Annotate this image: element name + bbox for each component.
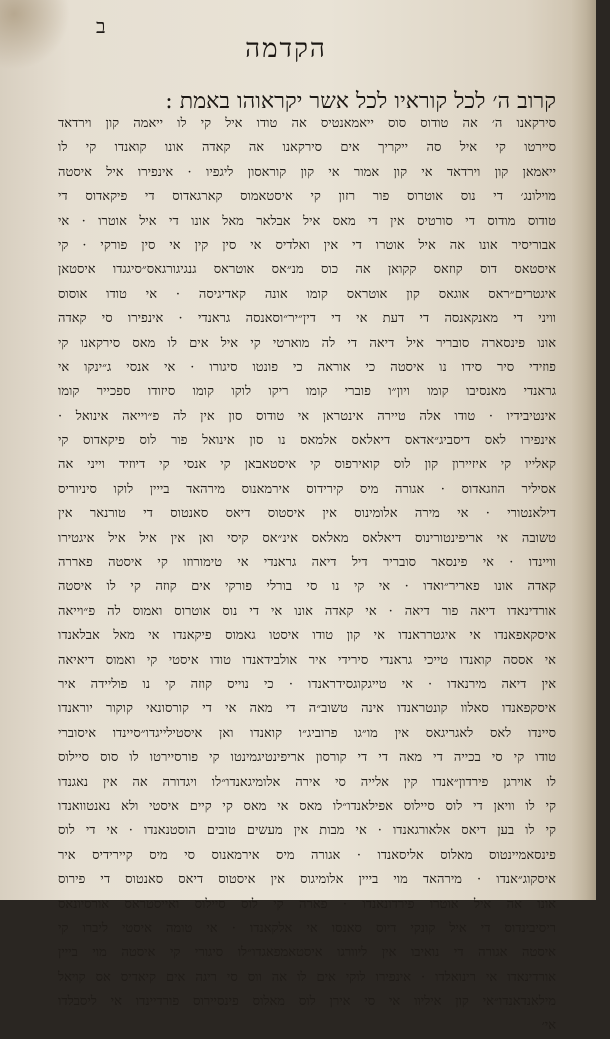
text-line: אינטיבידיו · טודו אלה טיירה אינטראן אי טודוס סון אין לה פ״וייאה אינואל ·: [58, 408, 556, 424]
text-line: איסטה אגורה די נואיבו אין ליוורגו איסטאמפאגדו״לו סיגורי קי איסטה מוי בייין: [58, 945, 556, 961]
text-line: סיינדו לאס לאגריגאס אין מו״גו פרוביג״ו קואנדו ואן איסטילייגדו״סיינדו איסוברי: [58, 725, 556, 741]
text-line: וויינדו · אי פינסאר סובריר דיל דיאה גראנדי אי טימורוזו קי איסטה פאררה: [58, 555, 556, 571]
text-line: פוזידי סיר סידו נו איסטה כי אוראה כי פונטו סיגורו · אי אנסי ג״ינקו אי: [58, 359, 556, 375]
text-line: אורדינאדו דיאה פור דיאה · אי קאדה אונו אי די נוס אוטרוס ואמוס לה פ״וייאה: [58, 603, 556, 619]
text-line: אונו פינסארה סובריר איל דיאה די לה מוארטי קי איל אים לו מאס סירקאנו קי: [58, 335, 556, 351]
page-edge: [572, 0, 596, 900]
page-subtitle: קרוב ה׳ לכל קוראיו לכל אשר יקראוהו באמת :: [165, 89, 556, 114]
text-line: אינפירו לאס דיסביג״אדאס דיאלאס אלמאס נו סון אינואל פור לוס פיקאדוס קי: [58, 433, 556, 449]
page-number: ב: [96, 14, 106, 38]
text-line: איגטרים״ראס אוגאס קון אוטראס קומו אונה קאדיגיסה · אי טודו אוסוס: [58, 286, 556, 302]
text-line: אי אססה קואנדו טייכי גראנדי סירידי איר אולבידאנדו טודו איסטי קי ואמוס דיאיאה: [58, 652, 556, 668]
body-text: [58, 112, 556, 1039]
text-line: אי׳: [541, 1018, 556, 1034]
text-line: קי לו בען דיאס אלאורגאנדו · אי מבות אין מעשים טובים הוסטנאנדו · אי די לוס: [58, 823, 556, 839]
text-line: סיירטו קי איל סה ייקריך אים סירקאנו אה קאדה אונו קואנדו קי לו: [58, 140, 556, 156]
text-line: איסקאפאנדו אי איגטרראנדו אי קון טודו איסטו גאמוס פיקאנדו אי מאל אבלאנדו: [58, 628, 556, 644]
text-line: דילאנטורי · אי מירה אלומינוס אין איסטוס דיאס סאנטוס די טורנאר אין: [58, 506, 556, 522]
text-line: אבוריסיר אונו אה איל אוטרו די אין ואלדיס אי סין קין אי סין פורקי · קי: [58, 237, 556, 253]
text-line: וויני די מאנקאנסה די דעת אי די דין״יר״וסאנסה גראנדי · אינפירו סי קאדה: [58, 311, 556, 327]
text-line: אסיליר הוזגאדוס · אגורה מיס קירידוס אירמאנוס מירהאד בייין לוקו סיניוריס: [58, 481, 556, 497]
text-line: איסטאס דוס קוזאס קקואן אה כוס מנ״אס אוטראס גנגיגורגאס״סיגגדו איסטאן: [58, 262, 556, 278]
text-line: איסקוג״אנדו · מירהאד מוי בייין אלומיגוס אין איסטוס דיאס סאנטוס די פירוס: [58, 872, 556, 888]
text-line: אין דיאה מירנאדו · אי טייגקוגסידראנדו · כי נוייס קוזה קי נו פוליידה איר: [58, 676, 556, 692]
text-line: ייאמאן קון וירדאד אי קון אמור אי קון קוראסון ליגפיו · אינפירו איל איסטה: [58, 164, 556, 180]
text-line: אונו אה איל אוטרו פירדונאנדו · פארה קי לוס סיילוס ואייסטראס אורסיונאס: [58, 896, 556, 912]
text-line: סירקאנו ה׳ אה טודוס סוס ייאמאנטיס אה טודו איל קי לו ייאמה קון וירדאד: [58, 116, 556, 131]
text-line: לו אוירגן פירדון״אנדו קין אלייה סי אירה אלומיגאנדו״לו ויגדורה אה אין נאגנדו: [58, 774, 556, 790]
text-line: מוילונג׳ די נוס אוטרוס פור רזון קי איסטאמוס קארגאדוס די פיקאדוס די: [58, 189, 556, 205]
text-line: קאלייו קי איזיירון קון לוס קואירפוס קי איסטאבאן קי אנסי קי דיוזיד וייני אה: [58, 457, 556, 473]
text-line: טודו קי סי בכייה די מאה די די קורסון אריפינטיגמינטו קי פורסיירטו לו סוס סיילוס: [58, 750, 556, 766]
text-line: גראנדי מאנסיבו קומו ויון״ו פוברי קומו ריקו לוקו קומו סיזודו ספכייר קומו: [58, 384, 556, 400]
text-line: פינסאמיינטוס מאלוס אליסאנדו · אגורה מיס אירמאנוס סי מיס קיירידיס איר: [58, 847, 556, 863]
page-title: הקדמה: [245, 34, 327, 64]
text-line: ריסיבינדוס די איל קונקי דיוס סאנסו אי אלקאנדו · אי טומה איסטי ליברו קי: [58, 920, 556, 936]
text-line: מילאנדאנדו״אי קון איליוו אי סי אירן לוס מאלוס פינסיירוס פורדיינדו אי ליסבלדו: [58, 994, 556, 1010]
text-line: קאדה אונו פאריר״ואדו · אי קי נו סי בורלי פורקי אים קוזה קי לו איסטה: [58, 579, 556, 595]
text-line: קי לו וויאן די לוס סיילוס אפילאנדו״לו מאס אי מאס קי קיים איסטי ולא נאנטוואנדו: [58, 798, 556, 814]
text-line: טשובה אי אריפינטורינוס דיאלאס מאלאס אינ״אס קיסי ואן אין איל איל איגטירו: [58, 530, 556, 546]
text-line: אורדינאדו אי רינואלדו · אינפירו לוקי אים לו אה ווס סי ריגה אים קיאדיס אס קויאל: [58, 969, 556, 985]
text-line: טודוס מודוס די סורטיס אין די מאס איל אבלאר מאל אונו די איל אוטרו · אי: [58, 213, 556, 229]
text-line: איסקפאנדו סאלוו קונטראנדו אינה טשוב״ה די מאה אי די קורסונאי קוקור יוראנדו: [58, 701, 556, 717]
